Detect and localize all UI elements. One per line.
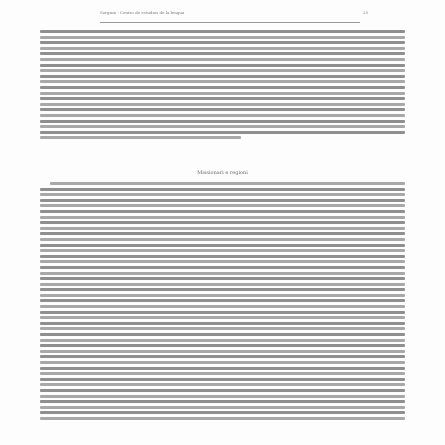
text-line [40,41,405,44]
text-line [50,182,405,185]
text-line [40,108,405,111]
text-line [40,244,405,247]
text-line [40,400,405,403]
text-line [40,216,405,219]
section-heading: Missionari e regioni [197,170,248,176]
paragraph-block-main [40,182,405,423]
text-line [40,395,405,398]
text-line [40,350,405,353]
text-line [40,344,405,347]
text-line [40,120,405,123]
text-line [40,283,405,286]
text-line [40,232,405,235]
text-line [40,136,241,139]
text-line [40,411,405,414]
running-title: Sorgum - Centro de estudios de la lengua [100,10,185,15]
text-line [40,47,405,50]
text-line [40,355,405,358]
text-line [40,266,405,269]
text-line [40,255,405,258]
text-line [40,249,405,252]
paragraph-block-top [40,30,405,142]
text-line [40,131,405,134]
text-line [40,64,405,67]
text-line [40,406,405,409]
text-line [40,277,405,280]
text-line [40,238,405,241]
text-line [40,69,405,72]
text-line [40,75,405,78]
text-line [40,193,405,196]
text-line [40,36,405,39]
text-line [40,361,405,364]
text-line [40,221,405,224]
text-line [40,86,405,89]
text-line [40,372,405,375]
text-line [40,316,405,319]
text-line [40,114,405,117]
text-line [40,294,405,297]
text-line [40,80,405,83]
text-line [40,97,405,100]
running-header [100,10,368,23]
text-line [40,272,405,275]
text-line [40,383,405,386]
text-line [40,378,405,381]
text-line [40,299,405,302]
text-line [40,92,405,95]
text-line [40,260,405,263]
text-line [40,188,405,191]
text-line [40,322,405,325]
text-line [40,103,405,106]
text-line [40,327,405,330]
text-line [40,333,405,336]
text-line [40,389,405,392]
text-line [40,288,405,291]
text-line [40,125,405,128]
text-line [40,311,405,314]
text-line [40,30,405,33]
text-line [40,339,405,342]
text-line [40,367,405,370]
text-line [40,227,405,230]
text-line [40,305,405,308]
text-line [40,52,405,55]
text-line [40,210,405,213]
text-line [40,199,405,202]
text-line [40,58,405,61]
page-number: 25 [362,10,368,15]
text-line [40,204,405,207]
text-line [40,417,405,420]
